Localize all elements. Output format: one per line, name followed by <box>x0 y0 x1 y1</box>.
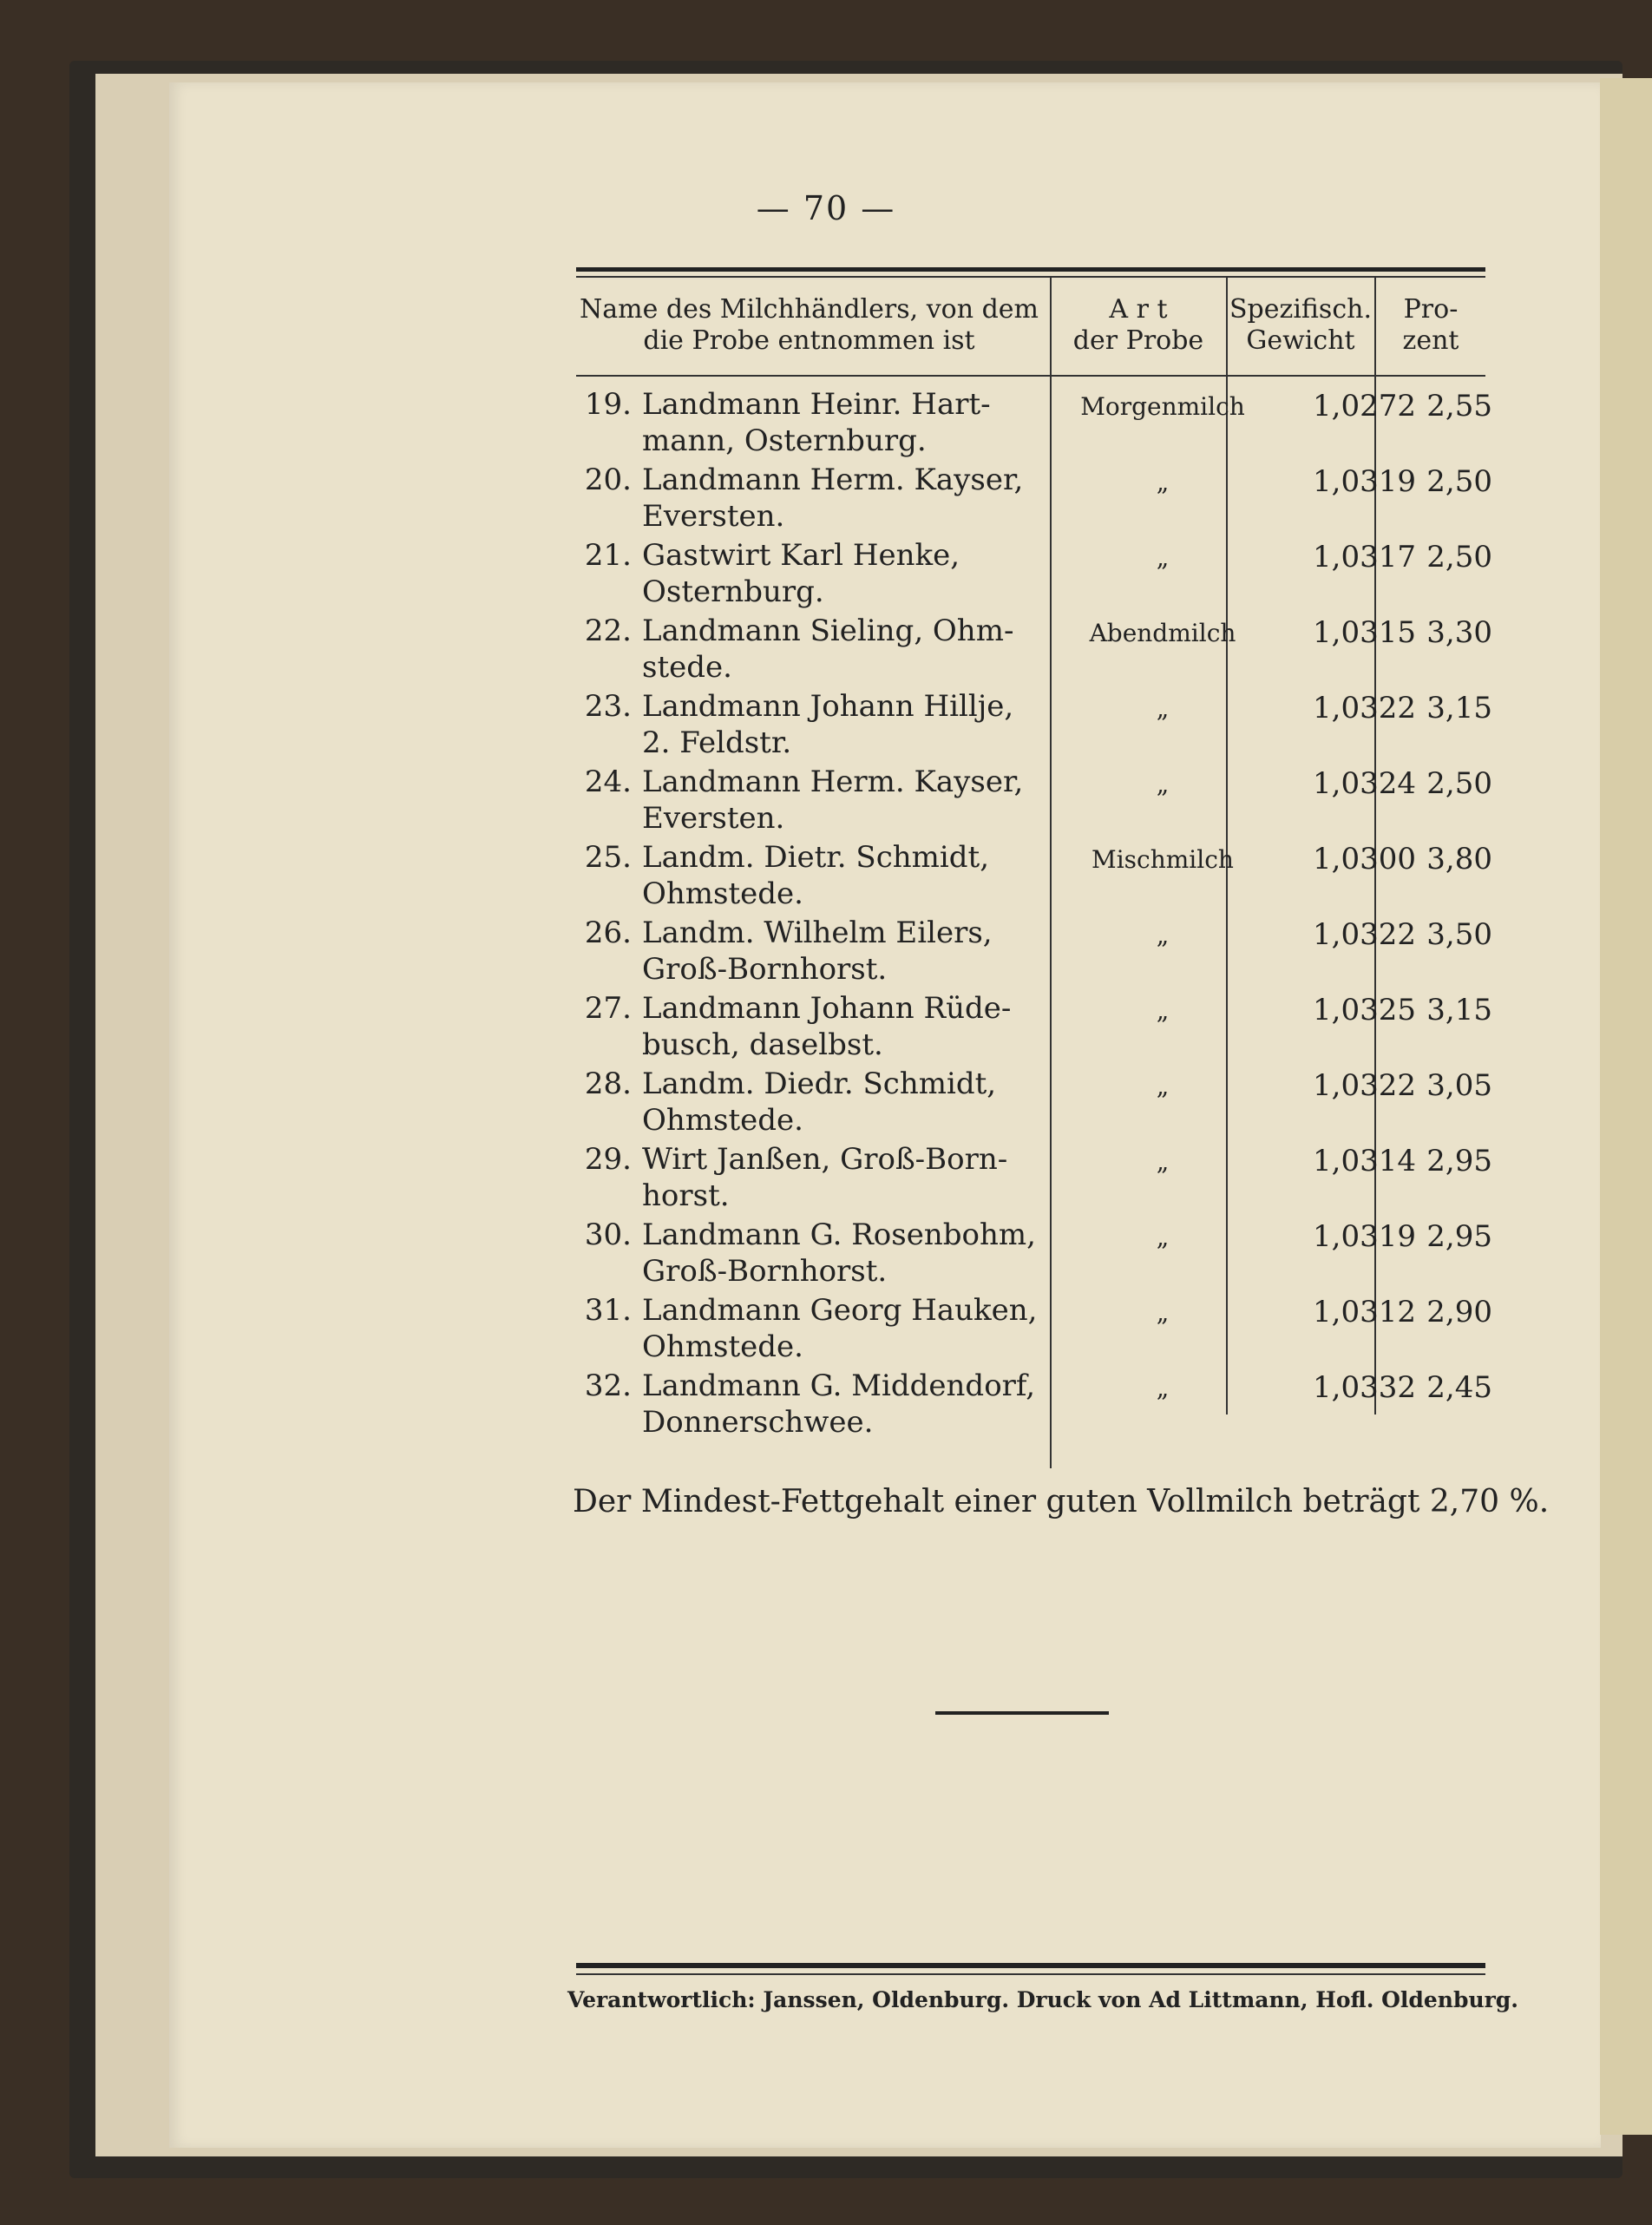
row-name-line1: Landmann Heinr. Hart- <box>642 387 991 422</box>
row-number: 26. <box>584 916 632 950</box>
row-prozent: 2,95 <box>1426 1144 1492 1178</box>
row-name-line2: Ohmstede. <box>642 1103 803 1138</box>
row-number: 27. <box>584 991 632 1026</box>
row-name-line1: Wirt Janßen, Groß-Born- <box>642 1142 1008 1177</box>
row-name-line2: Groß-Bornhorst. <box>642 952 888 987</box>
row-name-line1: Landmann G. Rosenbohm, <box>642 1218 1036 1252</box>
row-name-line1: Landmann Herm. Kayser, <box>642 463 1024 497</box>
row-gewicht: 1,0317 <box>1313 540 1416 574</box>
row-art: „ <box>1156 1072 1170 1100</box>
row-art: „ <box>1156 1223 1170 1251</box>
row-gewicht: 1,0322 <box>1313 1068 1416 1103</box>
row-art: „ <box>1156 543 1170 572</box>
row-name-line1: Landm. Diedr. Schmidt, <box>642 1067 997 1101</box>
row-number: 29. <box>584 1142 632 1177</box>
row-name-line1: Landm. Wilhelm Eilers, <box>642 916 993 950</box>
table-row <box>573 1368 1492 1443</box>
row-prozent: 3,05 <box>1426 1068 1492 1103</box>
header-prozent-line1: Pro- <box>1403 294 1459 325</box>
table-row <box>573 689 1492 764</box>
row-art: „ <box>1156 1298 1170 1327</box>
table-row <box>573 614 1492 688</box>
row-prozent: 2,45 <box>1426 1370 1492 1405</box>
row-art: „ <box>1156 921 1170 949</box>
table-row <box>573 1067 1492 1141</box>
row-art: „ <box>1156 1147 1170 1176</box>
row-name-line2: Osternburg. <box>642 574 824 609</box>
row-art: Mischmilch <box>1092 845 1234 874</box>
table-header-rule <box>576 375 1485 377</box>
table-row <box>573 387 1492 462</box>
row-number: 21. <box>584 538 632 573</box>
header-gewicht-line2: Gewicht <box>1246 325 1355 356</box>
row-name-line1: Landmann Herm. Kayser, <box>642 765 1024 799</box>
row-name-line1: Landmann Sieling, Ohm- <box>642 614 1014 648</box>
row-number: 28. <box>584 1067 632 1101</box>
imprint-rule-thick <box>576 1963 1485 1968</box>
header-gewicht-line1: Spezifisch. <box>1229 294 1372 325</box>
row-number: 20. <box>584 463 632 497</box>
row-art: Abendmilch <box>1089 619 1236 647</box>
closing-rule <box>935 1711 1109 1715</box>
row-name-line2: Eversten. <box>642 499 785 534</box>
row-name-line2: 2. Feldstr. <box>642 725 792 760</box>
row-number: 25. <box>584 840 632 875</box>
row-name-line1: Landmann Johann Rüde- <box>642 991 1012 1026</box>
table-top-rule-thin <box>576 276 1485 278</box>
row-prozent: 2,55 <box>1426 389 1492 423</box>
table-row <box>573 916 1492 990</box>
imprint-line: Verantwortlich: Janssen, Oldenburg. Druck von Ad Littmann, Hofl. Oldenburg. <box>567 1987 1518 2012</box>
row-name-line2: Donnerschwee. <box>642 1405 874 1440</box>
row-number: 22. <box>584 614 632 648</box>
row-gewicht: 1,0325 <box>1313 993 1416 1027</box>
row-number: 23. <box>584 689 632 724</box>
header-name-line2: die Probe entnommen ist <box>643 325 975 356</box>
row-art: Morgenmilch <box>1080 392 1245 421</box>
row-name-line2: busch, daselbst. <box>642 1027 883 1062</box>
row-prozent: 2,50 <box>1426 540 1492 574</box>
row-name-line2: stede. <box>642 650 732 685</box>
row-gewicht: 1,0319 <box>1313 1219 1416 1254</box>
header-art-line2: der Probe <box>1072 325 1204 356</box>
row-art: „ <box>1156 770 1170 798</box>
row-prozent: 3,15 <box>1426 691 1492 725</box>
table-row <box>573 1293 1492 1368</box>
header-prozent-line2: zent <box>1402 325 1459 356</box>
row-art: „ <box>1156 468 1170 496</box>
row-number: 32. <box>584 1368 632 1403</box>
row-prozent: 2,95 <box>1426 1219 1492 1254</box>
row-art: „ <box>1156 1374 1170 1402</box>
row-number: 31. <box>584 1293 632 1328</box>
imprint-rule-thin <box>576 1973 1485 1975</box>
right-page-edge <box>1600 78 1652 2135</box>
row-prozent: 3,15 <box>1426 993 1492 1027</box>
header-name-line1: Name des Milchhändlers, von dem <box>580 294 1039 325</box>
row-art: „ <box>1156 996 1170 1025</box>
row-prozent: 2,90 <box>1426 1295 1492 1329</box>
table-row <box>573 840 1492 915</box>
row-art: „ <box>1156 694 1170 723</box>
header-art-line1: A r t <box>1109 294 1168 325</box>
table-row <box>573 1142 1492 1217</box>
table-row <box>573 463 1492 537</box>
row-name-line2: horst. <box>642 1178 730 1213</box>
row-gewicht: 1,0314 <box>1313 1144 1416 1178</box>
row-prozent: 2,50 <box>1426 766 1492 801</box>
row-prozent: 3,80 <box>1426 842 1492 876</box>
row-gewicht: 1,0312 <box>1313 1295 1416 1329</box>
row-prozent: 3,50 <box>1426 917 1492 952</box>
row-prozent: 2,50 <box>1426 464 1492 499</box>
row-name-line2: Eversten. <box>642 801 785 836</box>
table-row <box>573 991 1492 1066</box>
row-name-line2: mann, Osternburg. <box>642 423 927 458</box>
table-row <box>573 1218 1492 1292</box>
row-gewicht: 1,0322 <box>1313 917 1416 952</box>
table-top-rule <box>576 267 1485 272</box>
row-gewicht: 1,0315 <box>1313 615 1416 650</box>
page-number: — 70 — <box>756 189 896 227</box>
footnote-fettgehalt: Der Mindest-Fettgehalt einer guten Vollmilch beträgt 2,70 %. <box>573 1484 1550 1519</box>
row-name-line1: Landmann Georg Hauken, <box>642 1293 1038 1328</box>
row-name-line1: Landmann G. Middendorf, <box>642 1368 1036 1403</box>
row-gewicht: 1,0272 <box>1313 389 1416 423</box>
row-number: 30. <box>584 1218 632 1252</box>
row-name-line2: Ohmstede. <box>642 1329 803 1364</box>
row-number: 19. <box>584 387 632 422</box>
row-gewicht: 1,0332 <box>1313 1370 1416 1405</box>
row-name-line1: Gastwirt Karl Henke, <box>642 538 960 573</box>
row-gewicht: 1,0322 <box>1313 691 1416 725</box>
row-number: 24. <box>584 765 632 799</box>
table-row <box>573 765 1492 839</box>
row-name-line1: Landm. Dietr. Schmidt, <box>642 840 989 875</box>
row-name-line2: Groß-Bornhorst. <box>642 1254 888 1289</box>
row-gewicht: 1,0319 <box>1313 464 1416 499</box>
table-row <box>573 538 1492 613</box>
row-name-line2: Ohmstede. <box>642 876 803 911</box>
row-prozent: 3,30 <box>1426 615 1492 650</box>
row-gewicht: 1,0324 <box>1313 766 1416 801</box>
row-gewicht: 1,0300 <box>1313 842 1416 876</box>
row-name-line1: Landmann Johann Hillje, <box>642 689 1014 724</box>
